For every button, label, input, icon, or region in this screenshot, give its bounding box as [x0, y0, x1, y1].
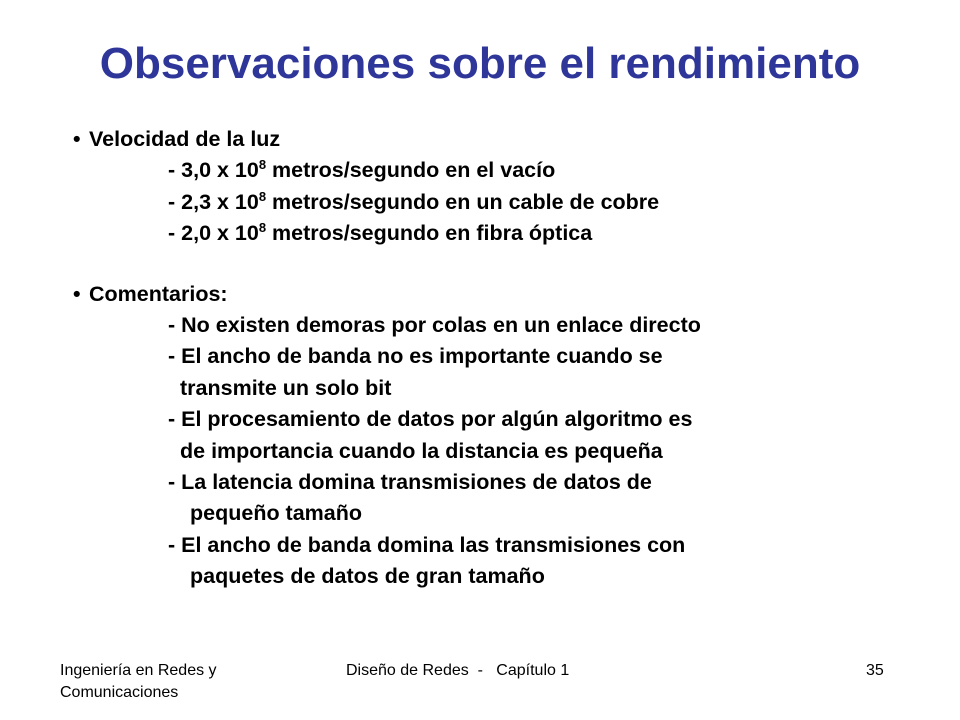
bullet-heading: Velocidad de la luz [89, 127, 281, 151]
section-gap [73, 250, 933, 279]
exponent: 8 [258, 157, 267, 173]
comment-line: - El ancho de banda domina las transmisiones con [168, 532, 686, 557]
comment-line-continuation: paquetes de datos de gran tamaño [190, 564, 545, 589]
speed-medium: metros/segundo en el vacío [266, 158, 556, 183]
bullet-icon: • [73, 127, 81, 151]
speed-line-fiber [73, 218, 933, 249]
comment-line: - El procesamiento de datos por algún algoritmo es [168, 407, 693, 432]
speed-value: - 2,0 x 10 [168, 221, 259, 246]
comment-line: - El ancho de banda no es importante cuando se [168, 344, 663, 369]
comment-line-continuation: pequeño tamaño [190, 501, 363, 526]
bullet-icon: • [73, 281, 81, 306]
comment-line: - La latencia domina transmisiones de datos de [168, 469, 652, 494]
comment-line: - No existen demoras por colas en un enlace directo [168, 312, 701, 337]
slide-content [73, 124, 933, 592]
comment-line-continuation: de importancia cuando la distancia es pequeña [180, 438, 663, 463]
speed-line-vacuum [73, 155, 933, 186]
footer-institution-line1: Ingeniería en Redes y [60, 662, 217, 679]
footer-institution-line2: Comunicaciones [60, 684, 179, 701]
footer-course: Diseño de Redes - Capítulo 1 [346, 662, 570, 679]
footer-page-number: 35 [866, 662, 884, 679]
slide-title: Observaciones sobre el rendimiento [99, 39, 861, 88]
footer-institution [60, 660, 300, 704]
speed-medium: metros/segundo en fibra óptica [266, 221, 593, 246]
bullet-comments [73, 279, 933, 310]
bullet-speed-of-light [73, 124, 933, 155]
exponent: 8 [258, 188, 267, 204]
exponent: 8 [258, 220, 267, 236]
speed-line-copper [73, 187, 933, 218]
bullet-heading: Comentarios: [89, 281, 228, 306]
speed-value: - 2,3 x 10 [168, 189, 259, 214]
speed-value: - 3,0 x 10 [168, 158, 259, 183]
speed-medium: metros/segundo en un cable de cobre [266, 189, 660, 214]
comment-line-continuation: transmite un solo bit [180, 375, 392, 400]
